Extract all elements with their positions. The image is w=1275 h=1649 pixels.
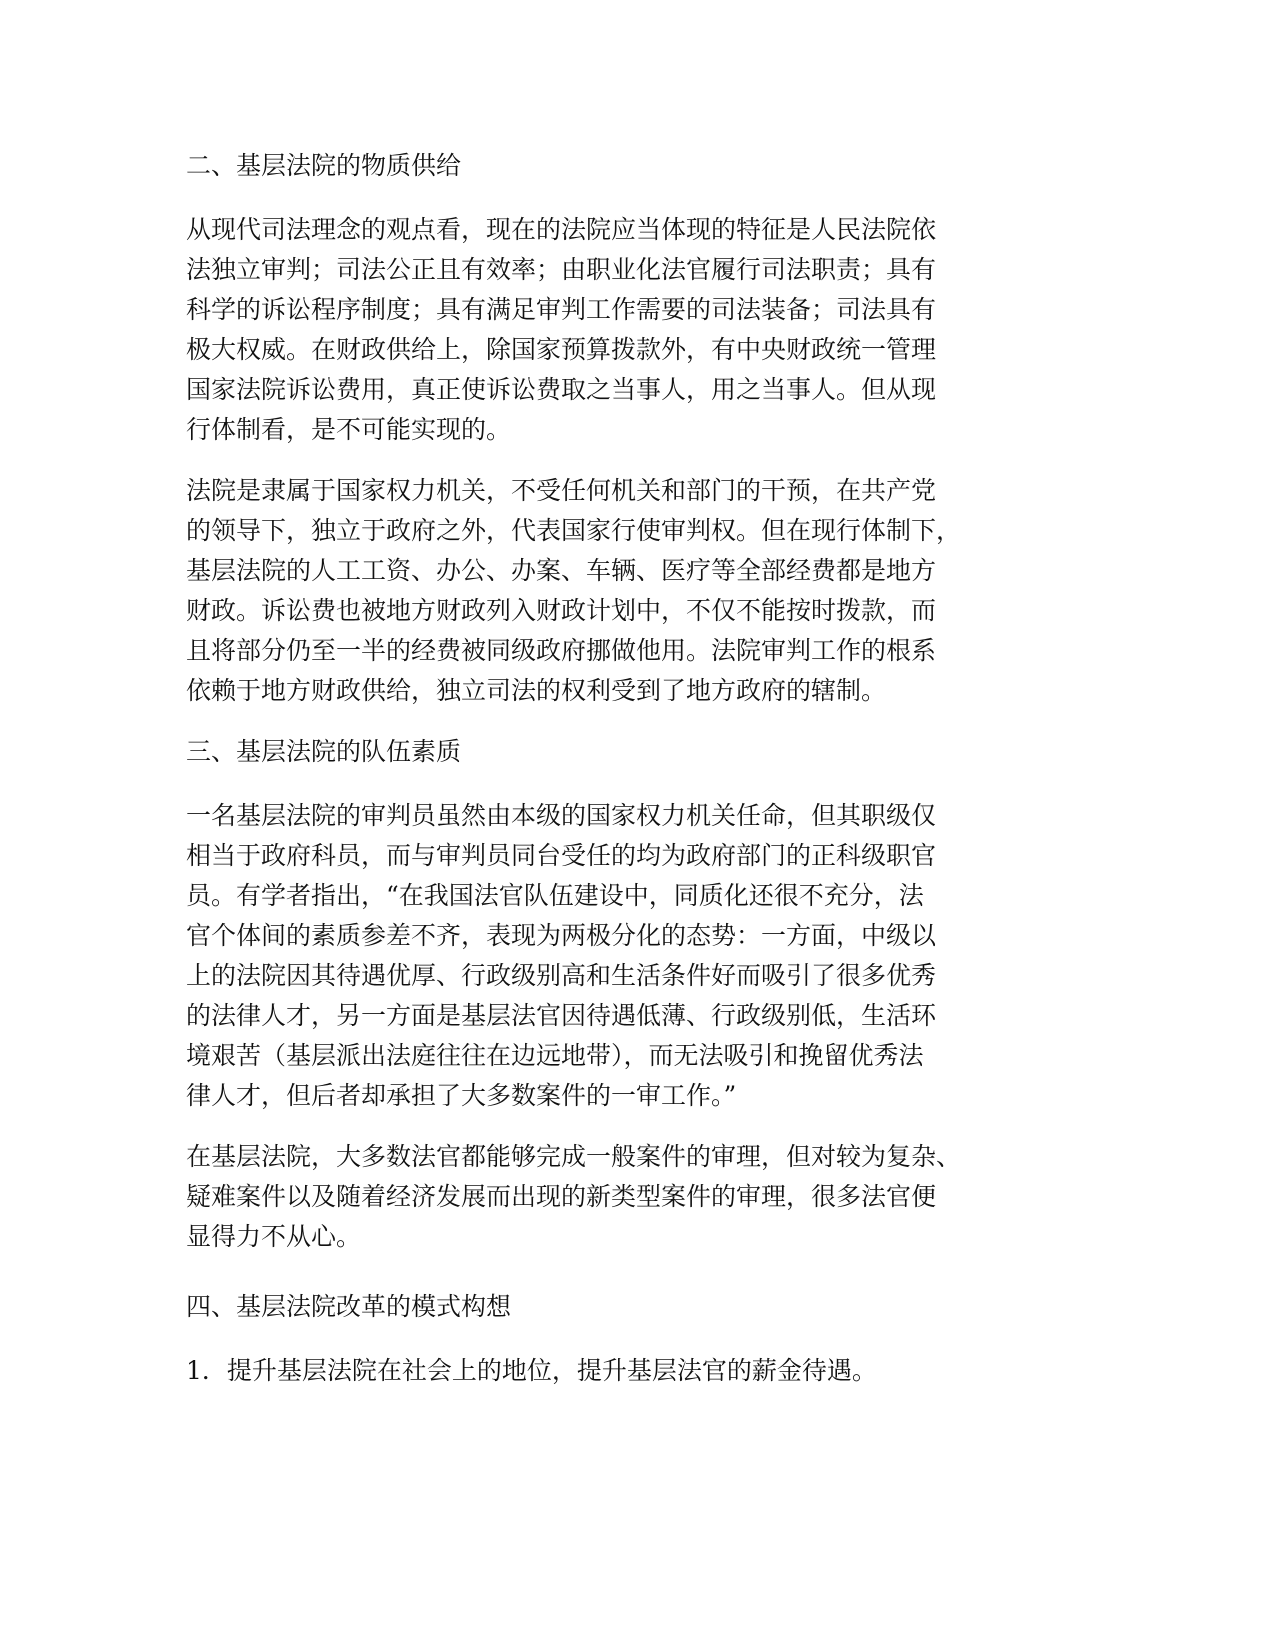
paragraph-line: 显得力不从心。 [186,1222,362,1251]
paragraph-line: 一名基层法院的审判员虽然由本级的国家权力机关任命，但其职级仅 [186,801,937,830]
document-body [186,146,1086,1415]
paragraph-line: 基层法院的人工工资、办公、办案、车辆、医疗等全部经费都是地方 [186,556,937,585]
paragraph-line: 法独立审判；司法公正且有效率；由职业化法官履行司法职责；具有 [186,255,937,284]
paragraph-line: 境艰苦（基层派出法庭往往在边远地带），而无法吸引和挽留优秀法 [186,1041,924,1070]
section-heading-reform-model [186,1287,1086,1327]
section-heading-material-supply [186,146,1086,186]
paragraph-line: 从现代司法理念的观点看，现在的法院应当体现的特征是人民法院依 [186,215,937,244]
heading-text: 三、基层法院的队伍素质 [186,737,462,766]
paragraph-case-capacity [186,1137,1086,1257]
paragraph-line: 的法律人才，另一方面是基层法官因待遇低薄、行政级别低，生活环 [186,1001,937,1030]
numbered-item-status-and-salary [186,1351,1086,1391]
paragraph-line: 疑难案件以及随着经济发展而出现的新类型案件的审理，很多法官便 [186,1182,937,1211]
heading-text: 四、基层法院改革的模式构想 [186,1292,512,1321]
paragraph-line: 的领导下，独立于政府之外，代表国家行使审判权。但在现行体制下， [186,516,962,545]
paragraph-line: 律人才，但后者却承担了大多数案件的一审工作。” [186,1081,737,1110]
paragraph-line: 极大权威。在财政供给上，除国家预算拨款外，有中央财政统一管理 [186,335,937,364]
paragraph-line: 依赖于地方财政供给，独立司法的权利受到了地方政府的辖制。 [186,676,887,705]
paragraph-line: 且将部分仍至一半的经费被同级政府挪做他用。法院审判工作的根系 [186,636,937,665]
paragraph-line: 在基层法院，大多数法官都能够完成一般案件的审理，但对较为复杂、 [186,1142,962,1171]
paragraph-court-funding [186,471,1086,711]
heading-text: 二、基层法院的物质供给 [186,151,462,180]
paragraph-line: 上的法院因其待遇优厚、行政级别高和生活条件好而吸引了很多优秀 [186,961,937,990]
paragraph-line: 法院是隶属于国家权力机关，不受任何机关和部门的干预，在共产党 [186,476,937,505]
paragraph-line: 财政。诉讼费也被地方财政列入财政计划中，不仅不能按时拨款，而 [186,596,937,625]
item-text: 1．提升基层法院在社会上的地位，提升基层法官的薪金待遇。 [186,1356,877,1385]
paragraph-judge-rank [186,796,1086,1116]
paragraph-line: 相当于政府科员，而与审判员同台受任的均为政府部门的正科级职官 [186,841,937,870]
paragraph-line: 科学的诉讼程序制度；具有满足审判工作需要的司法装备；司法具有 [186,295,937,324]
section-heading-team-quality [186,732,1086,772]
paragraph-line: 员。有学者指出，“在我国法官队伍建设中，同质化还很不充分，法 [186,881,924,910]
paragraph-modern-judicial-concept [186,210,1086,450]
paragraph-line: 国家法院诉讼费用，真正使诉讼费取之当事人，用之当事人。但从现 [186,375,937,404]
paragraph-line: 行体制看，是不可能实现的。 [186,415,512,444]
paragraph-line: 官个体间的素质参差不齐，表现为两极分化的态势：一方面，中级以 [186,921,937,950]
